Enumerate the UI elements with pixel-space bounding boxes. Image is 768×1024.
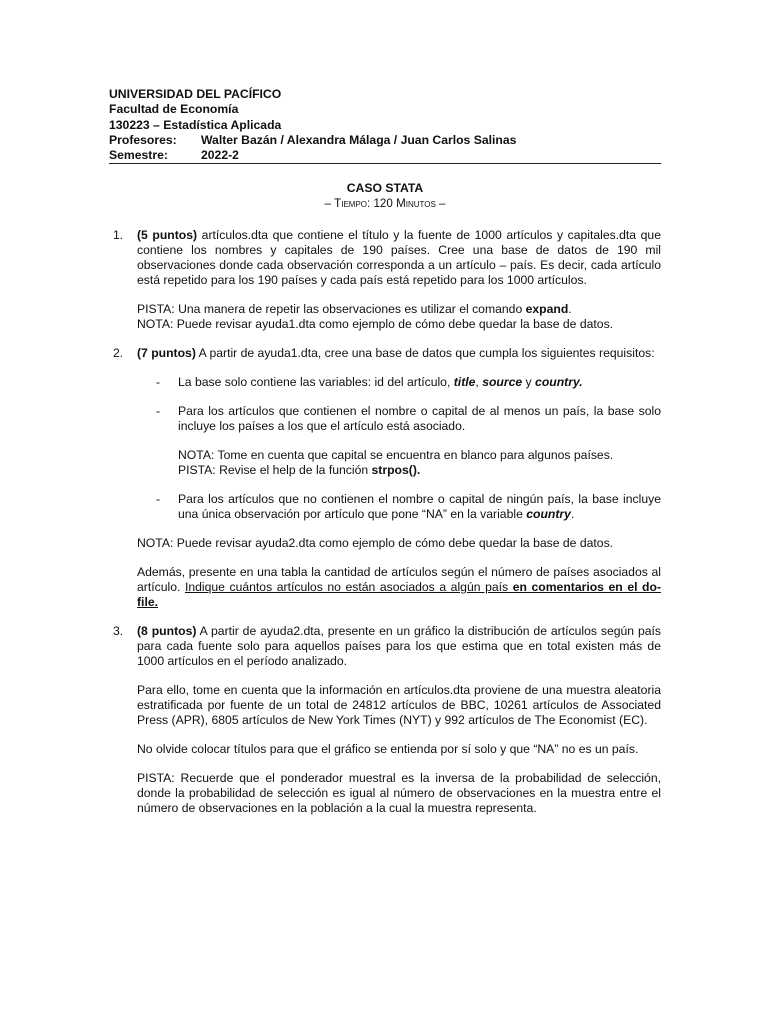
semester-value: 2022-2 xyxy=(201,148,239,163)
course-name: 130223 – Estadística Aplicada xyxy=(109,117,282,132)
title-block xyxy=(109,181,661,211)
requirement-2-note: NOTA: Tome en cuenta que capital se encuentra en blanco para algunos países. xyxy=(178,448,614,462)
professors-label: Profesores: xyxy=(109,132,177,147)
faculty-name: Facultad de Economía xyxy=(109,102,239,117)
requirement-3 xyxy=(137,492,661,522)
document-title: CASO STATA xyxy=(346,181,424,195)
bullet-dash: - xyxy=(156,492,161,506)
subtitle-dash-left: – xyxy=(324,197,335,210)
requirement-2-text: Para los artículos que contienen el nombre o capital de al menos un país, la base solo incluye los países a los que el artículo está asociado. xyxy=(178,404,661,433)
question-2-extra xyxy=(137,565,661,610)
professors-value: Walter Bazán / Alexandra Málaga / Juan Carlos Salinas xyxy=(201,132,517,147)
question-1-statement xyxy=(137,228,661,288)
question-3-context: Para ello, tome en cuenta que la información en artículos.dta proviene de una muestra aleatoria estratificada por fuente de un total de 24812 artículos de BBC, 10261 artículos de Associated Press (APR), 6805 artículos de New York Times (NYT) y 992 artículos de The Economist (EC). xyxy=(137,683,661,727)
requirement-1-text xyxy=(178,375,661,390)
requirement-text: La base solo contiene las variables: id del artículo, xyxy=(178,375,454,389)
hint-function: strpos(). xyxy=(371,463,421,477)
professors-row xyxy=(109,133,661,148)
var-country: country. xyxy=(535,375,583,389)
requirement-2-hint xyxy=(178,463,661,478)
university-name: UNIVERSIDAD DEL PACÍFICO xyxy=(109,87,282,101)
subtitle-time-word: Tiempo xyxy=(334,197,368,210)
requirement-2 xyxy=(137,404,661,478)
requirement-3-text xyxy=(178,492,661,522)
conjunction: y xyxy=(522,375,536,389)
extra-text: Además, presente en una tabla la cantidad de artículos según el número de países asociados al artículo. xyxy=(137,565,661,594)
var-country: country xyxy=(526,507,571,521)
points-label: (8 puntos) xyxy=(137,624,197,638)
period: . xyxy=(570,507,575,521)
question-2-statement xyxy=(137,346,661,361)
question-2-note: NOTA: Puede revisar ayuda2.dta como ejemplo de cómo debe quedar la base de datos. xyxy=(137,536,614,550)
question-2-requirements xyxy=(109,375,661,610)
question-text: A partir de ayuda1.dta, cree una base de datos que cumpla los siguientes requisitos: xyxy=(195,346,655,360)
question-3-hint: PISTA: Recuerde que el ponderador muestral es la inversa de la probabilidad de selección, donde la probabilidad de selección es igual al número de observaciones en la muestra entre el número de observaciones en la población a la cual la muestra representa. xyxy=(137,771,661,815)
document-subtitle xyxy=(109,196,661,211)
separator: , xyxy=(475,375,483,389)
document-header xyxy=(109,87,661,163)
question-3-reminder: No olvide colocar títulos para que el gráfico se entienda por sí solo y que “NA” no es un país. xyxy=(137,742,639,756)
hint-text: PISTA: Una manera de repetir las observaciones es utilizar el comando xyxy=(137,302,526,316)
extra-underlined: Indique cuántos artículos no están asociados a algún país xyxy=(184,580,513,594)
document-body xyxy=(109,228,661,816)
semester-row xyxy=(109,148,661,163)
question-text: A partir de ayuda2.dta, presente en un gráfico la distribución de artículos según país para cada fuente solo para aquellos países para los que estima que en total existen más de 1000 artículos en el período analizado. xyxy=(137,624,661,668)
hint-period: . xyxy=(568,302,572,316)
requirement-text: Para los artículos que no contienen el nombre o capital de ningún país, la base incluye una única observación por artículo que pone “NA” en la variable xyxy=(178,492,661,521)
question-1-note: NOTA: Puede revisar ayuda1.dta como ejemplo de cómo debe quedar la base de datos. xyxy=(137,317,614,331)
hint-command: expand xyxy=(525,302,569,316)
subtitle-duration: : 120 xyxy=(367,197,397,210)
question-number: 1. xyxy=(113,228,124,242)
extra-underlined-bold: en comentarios en el do-file. xyxy=(137,580,661,609)
bullet-dash: - xyxy=(156,404,161,418)
var-title: title xyxy=(453,375,476,389)
subtitle-minutes-word: Minutos xyxy=(396,197,436,210)
question-number: 3. xyxy=(113,624,124,638)
points-label: (5 puntos) xyxy=(137,228,198,242)
question-1 xyxy=(109,228,661,332)
requirement-1 xyxy=(137,375,661,390)
var-source: source xyxy=(482,375,523,389)
bullet-dash: - xyxy=(156,375,161,389)
subtitle-dash-right: – xyxy=(435,197,446,210)
header-divider xyxy=(109,163,661,164)
semester-label: Semestre: xyxy=(109,148,168,163)
question-text: artículos.dta que contiene el título y la fuente de 1000 artículos y capitales.dta que contiene los nombres y capitales de 190 países. Cree una base de datos de 190 mil observaciones donde cada observación corresponda a un artículo – país. Es decir, cada artículo está repetido para los 190 países y cada país está repetido para los 1000 artículos. xyxy=(137,228,661,287)
question-2 xyxy=(109,346,661,361)
question-3-statement xyxy=(137,624,661,669)
hint-text: PISTA: Revise el help de la función xyxy=(178,463,372,477)
question-number: 2. xyxy=(113,346,124,360)
points-label: (7 puntos) xyxy=(137,346,196,360)
question-3 xyxy=(109,624,661,816)
question-1-hint xyxy=(137,302,661,317)
